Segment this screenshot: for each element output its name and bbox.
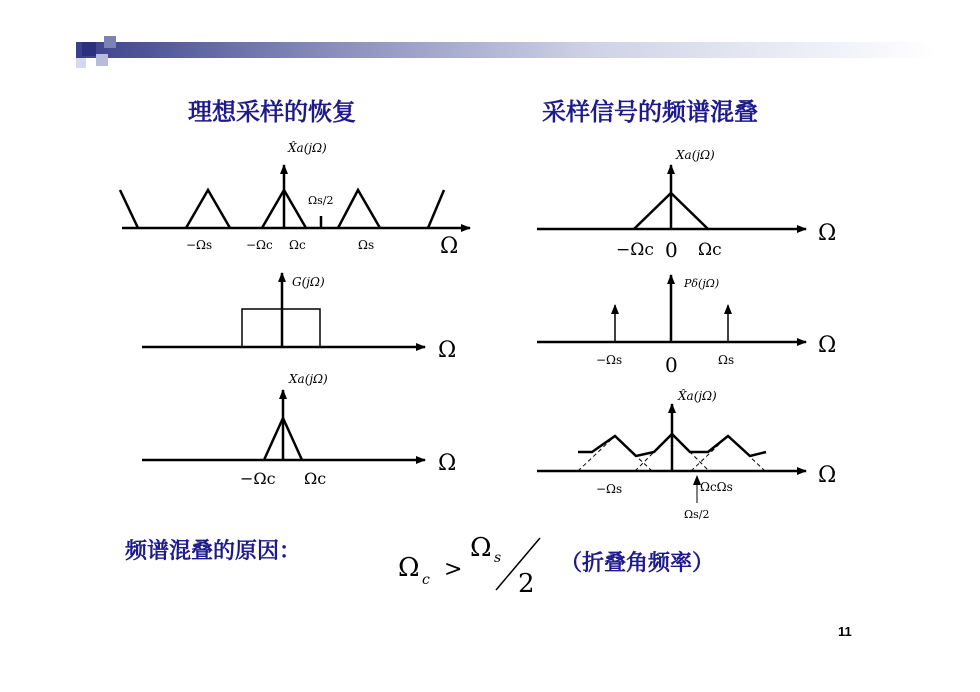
axis-label: Ω: [440, 234, 459, 259]
omega-s-sub: s: [494, 550, 502, 566]
tick-neg-s: −Ωs: [186, 238, 213, 252]
axis-label: Ω: [438, 338, 457, 363]
axis-label: Ω: [818, 221, 837, 246]
spectrum-right-edge: [428, 190, 444, 228]
axis-label: Ω: [818, 333, 837, 358]
spectrum-copy-neg: [186, 190, 230, 228]
tick-zero: 0: [665, 238, 678, 262]
tick-s: Ωs: [718, 353, 735, 367]
y-label: Xa(jΩ): [676, 148, 715, 162]
plot-right-mid: [537, 275, 836, 377]
aliasing-condition-formula: [398, 533, 540, 599]
y-label: X̂a(jΩ): [288, 141, 327, 155]
spectrum-copy-pos: [338, 190, 380, 228]
axis-label: Ω: [818, 463, 837, 488]
folding-frequency-note: （折叠角频率）: [560, 551, 715, 576]
tick-neg-c: −Ωc: [616, 240, 654, 260]
tick-s: Ωs: [358, 238, 375, 252]
plot-left-mid: [142, 273, 456, 363]
tick-c: Ωc: [289, 238, 306, 252]
tick-c-s: ΩcΩs: [700, 480, 733, 494]
aliasing-cause-label: 频谱混叠的原因：: [125, 539, 302, 564]
plot-left-top: [120, 140, 470, 259]
plot-right-top: [537, 148, 836, 262]
copy-pos-dashed: [691, 436, 765, 471]
y-label: X̂a(jΩ): [678, 389, 717, 403]
greater-than: >: [444, 557, 463, 582]
axis-label: Ω: [438, 451, 457, 476]
plot-right-bot: [537, 388, 836, 521]
omega-s: Ω: [470, 533, 492, 563]
omega-c: Ω: [398, 553, 420, 583]
omega-c-sub: c: [422, 572, 430, 588]
y-label: G(jΩ): [292, 275, 325, 289]
spectrum-left-edge: [120, 190, 138, 228]
two: 2: [518, 569, 535, 599]
tick-c: Ωc: [698, 240, 722, 260]
tick-neg-s: −Ωs: [596, 353, 623, 367]
half-label: Ωs/2: [684, 508, 710, 521]
plot-left-bot: [142, 372, 456, 488]
tick-c: Ωc: [304, 469, 327, 488]
half-label: Ωs/2: [308, 194, 334, 207]
tick-neg-c: −Ωc: [240, 469, 276, 488]
tick-zero: 0: [665, 353, 678, 377]
tick-neg-c: −Ωc: [246, 238, 273, 252]
y-label: Pδ(jΩ): [684, 277, 720, 290]
y-label: Xa(jΩ): [289, 372, 328, 386]
tick-neg-s: −Ωs: [596, 482, 623, 496]
page-number: 11: [838, 624, 852, 639]
title-left: 理想采样的恢复: [188, 98, 356, 126]
title-right: 采样信号的频谱混叠: [542, 98, 758, 126]
